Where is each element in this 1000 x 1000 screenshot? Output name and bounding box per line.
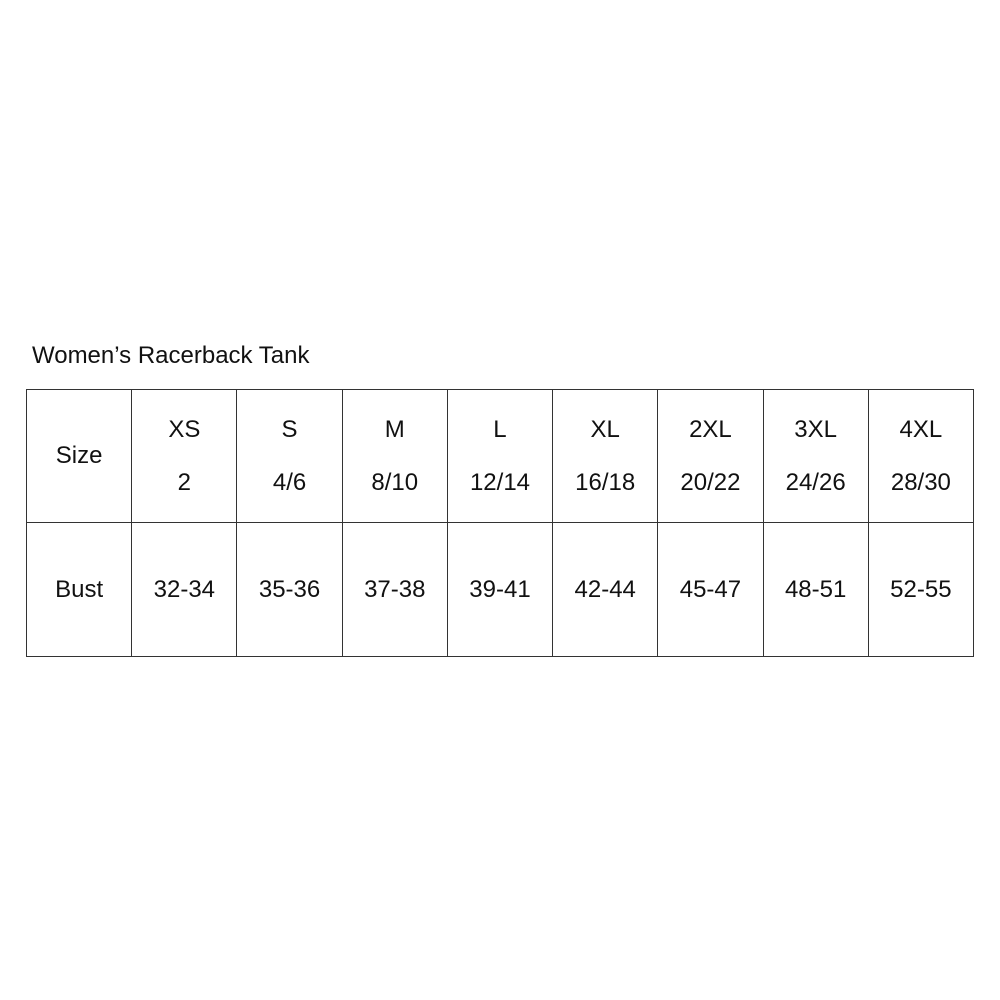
- bust-cell-4xl: [868, 523, 973, 657]
- bust-cell-xl: [553, 523, 658, 657]
- size-number: 12/14: [469, 468, 531, 496]
- size-number: 24/26: [785, 468, 846, 496]
- bust-value: 37-38: [364, 575, 426, 603]
- bust-cell-3xl: [763, 523, 868, 657]
- size-cell-m: [342, 390, 447, 523]
- size-label: XL: [590, 415, 620, 443]
- size-label: S: [281, 415, 298, 443]
- bust-cell-xs: [132, 523, 237, 657]
- size-label: L: [493, 415, 507, 443]
- size-row: [27, 390, 974, 523]
- size-cell-xs: [132, 390, 237, 523]
- size-number: 4/6: [272, 468, 307, 496]
- size-label: M: [384, 415, 405, 443]
- size-number: 28/30: [890, 468, 951, 496]
- size-cell-l: [447, 390, 552, 523]
- bust-value: 42-44: [574, 575, 636, 603]
- bust-value: 48-51: [784, 575, 847, 603]
- bust-value: 32-34: [153, 575, 216, 603]
- size-number: 2: [177, 468, 191, 496]
- size-cell-2xl: [658, 390, 763, 523]
- bust-cell-2xl: [658, 523, 763, 657]
- size-cell-3xl: [763, 390, 868, 523]
- size-label: 3XL: [794, 415, 837, 443]
- bust-row-header: Bust: [55, 575, 104, 603]
- size-number: 16/18: [575, 468, 636, 496]
- bust-value: 39-41: [469, 575, 531, 603]
- size-label: XS: [168, 415, 201, 443]
- size-number: 20/22: [680, 468, 741, 496]
- size-label: 4XL: [899, 415, 943, 443]
- size-cell-s: [237, 390, 342, 523]
- size-cell-4xl: [868, 390, 973, 523]
- size-chart-title: Women’s Racerback Tank: [32, 342, 310, 369]
- bust-cell-s: [237, 523, 342, 657]
- size-row-header-cell: [27, 390, 132, 523]
- size-row-header: Size: [55, 442, 103, 469]
- size-label: 2XL: [689, 415, 732, 443]
- size-chart-table: [26, 389, 974, 657]
- bust-row-header-cell: [27, 523, 132, 657]
- bust-value: 35-36: [258, 575, 321, 603]
- bust-value: 52-55: [890, 575, 952, 603]
- bust-cell-m: [342, 523, 447, 657]
- bust-value: 45-47: [679, 575, 742, 603]
- bust-row: [27, 523, 974, 657]
- size-cell-xl: [553, 390, 658, 523]
- size-number: 8/10: [371, 468, 419, 496]
- bust-cell-l: [447, 523, 552, 657]
